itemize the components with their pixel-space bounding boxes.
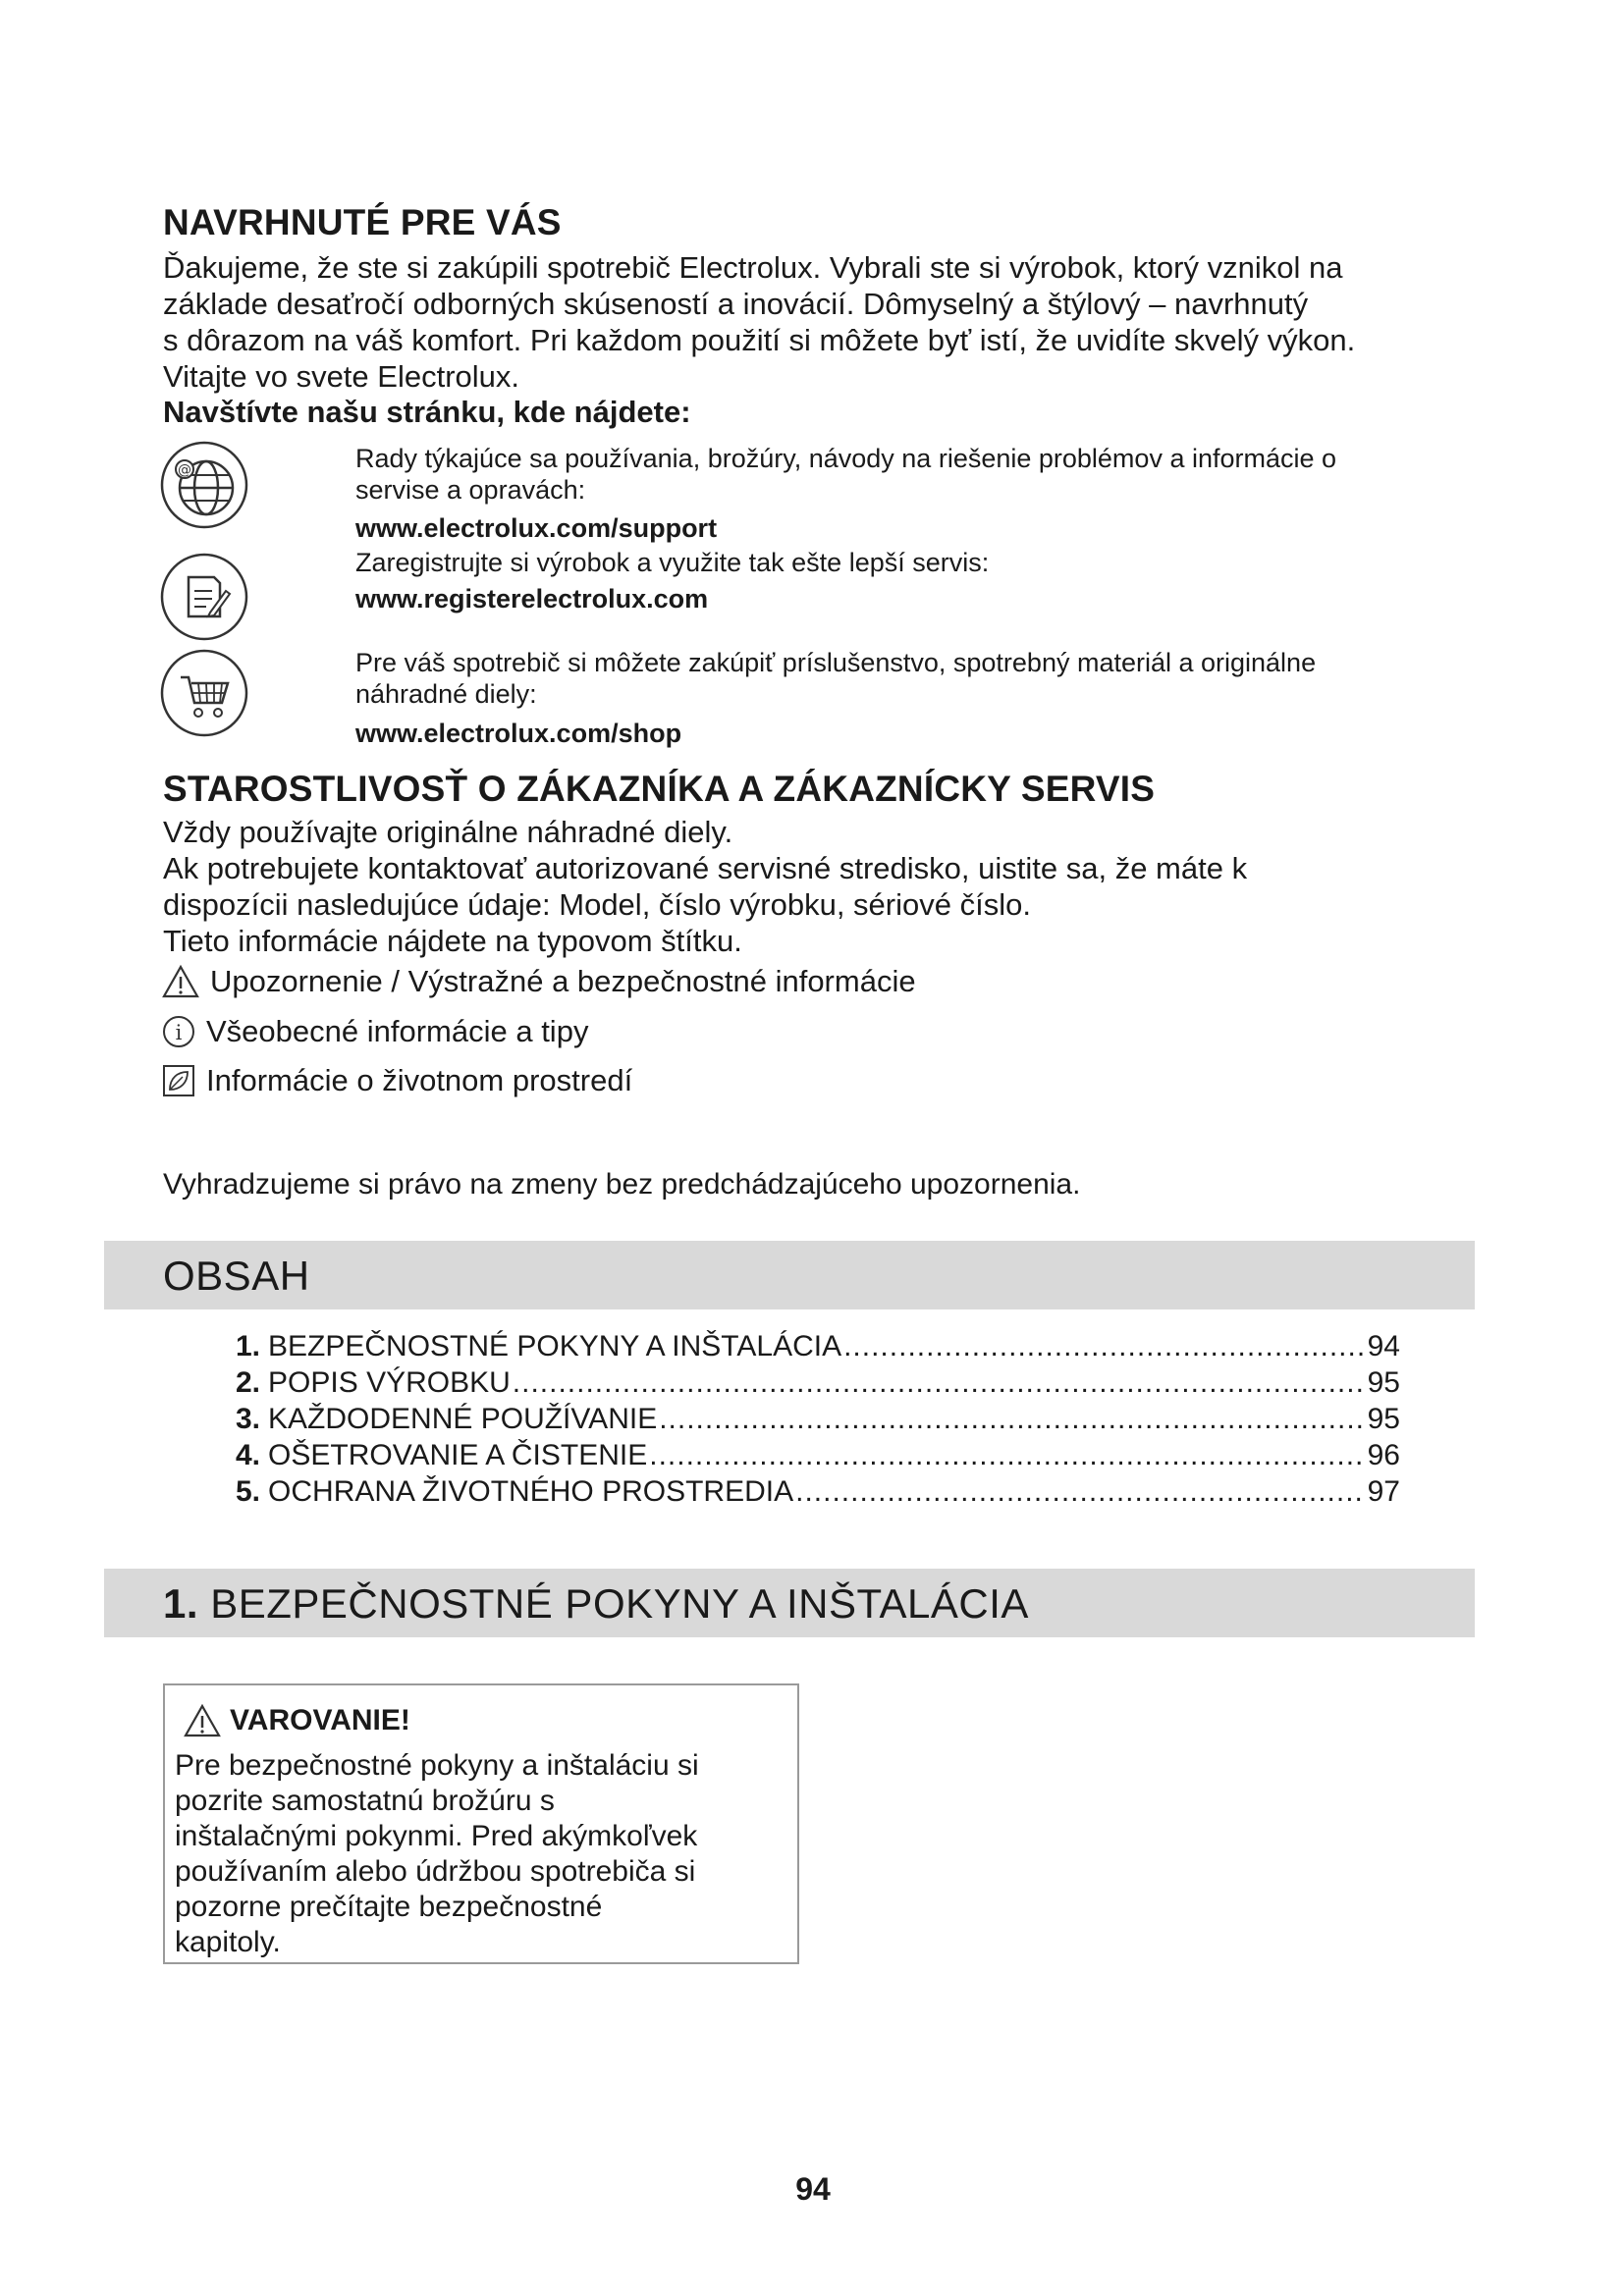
legend-environment [161, 1063, 632, 1098]
register-form-icon [159, 552, 249, 642]
toc-entry[interactable] [236, 1403, 1400, 1439]
warning-heading [183, 1703, 410, 1738]
toc-entry[interactable] [236, 1330, 1400, 1366]
intro-line: s dôrazom na váš komfort. Pri každom použití si môžete byť istí, že uvidíte skvelý výkon. [163, 323, 1356, 357]
toc-leader-dots [513, 1366, 1366, 1400]
warning-title: VAROVANIE! [230, 1704, 410, 1736]
page-number: 94 [795, 2171, 831, 2207]
toc-entry-page: 97 [1367, 1475, 1400, 1508]
toc-entry[interactable] [236, 1366, 1400, 1403]
intro-paragraph [163, 249, 1355, 395]
warning-triangle-icon [161, 964, 200, 999]
legend-label: Upozornenie / Výstražné a bezpečnostné informácie [210, 964, 916, 998]
environment-leaf-icon [161, 1063, 196, 1098]
toc-entry-label: BEZPEČNOSTNÉ POKYNY A INŠTALÁCIA [268, 1330, 842, 1362]
shopping-cart-icon [159, 648, 249, 738]
warning-line: pozrite samostatnú brožúru s [175, 1785, 555, 1817]
toc-entry-number: 2. [236, 1366, 261, 1399]
section-1-number: 1. [163, 1580, 199, 1627]
warning-box [163, 1683, 799, 1964]
svg-text:i: i [175, 1021, 183, 1044]
toc-entry-page: 95 [1367, 1403, 1400, 1435]
toc-leader-dots [659, 1403, 1365, 1436]
toc-entry-label: POPIS VÝROBKU [268, 1366, 511, 1399]
toc-entry-page: 95 [1367, 1366, 1400, 1399]
toc-leader-dots [843, 1330, 1366, 1363]
intro-line: základe desaťročí odborných skúseností a inovácií. Dômyselný a štýlový – navrhnutý [163, 287, 1309, 321]
register-link[interactable]: www.registerelectrolux.com [355, 584, 709, 614]
warning-triangle-icon [183, 1703, 222, 1738]
service-line: dispozícii nasledujúce údaje: Model, číslo výrobku, sériové číslo. [163, 887, 1031, 922]
toc-entry-number: 5. [236, 1475, 261, 1508]
intro-title: NAVRHNUTÉ PRE VÁS [163, 202, 562, 242]
service-line: Ak potrebujete kontaktovať autorizované servisné stredisko, uistite sa, že máte k [163, 851, 1248, 885]
info-icon [161, 1014, 196, 1049]
toc-header-band [104, 1241, 1475, 1309]
service-line: Vždy používajte originálne náhradné diely. [163, 815, 733, 849]
toc-entry-number: 3. [236, 1403, 261, 1435]
toc-entry-label: KAŽDODENNÉ POUŽÍVANIE [268, 1403, 658, 1435]
toc-entry-page: 96 [1367, 1439, 1400, 1471]
toc-title: OBSAH [163, 1253, 310, 1299]
visit-heading: Navštívte našu stránku, kde nájdete: [163, 395, 691, 429]
toc-leader-dots [649, 1439, 1365, 1472]
legend-info [161, 1014, 588, 1049]
link-1-description [355, 443, 1336, 506]
link-2-description [355, 547, 989, 578]
toc-entry-page: 94 [1367, 1330, 1400, 1362]
shop-link[interactable]: www.electrolux.com/shop [355, 719, 682, 748]
toc-entry-number: 4. [236, 1439, 261, 1471]
warning-line: Pre bezpečnostné pokyny a inštaláciu si [175, 1749, 699, 1782]
globe-at-icon [159, 440, 249, 530]
link-text-line: Rady týkajúce sa používania, brožúry, návody na riešenie problémov a informácie o [355, 444, 1337, 473]
warning-line: pozorne prečítajte bezpečnostné [175, 1891, 603, 1923]
link-text-line: servise a opravách: [355, 475, 586, 505]
warning-text [175, 1748, 784, 1960]
service-paragraph [163, 814, 1247, 959]
legend-label: Všeobecné informácie a tipy [206, 1014, 589, 1048]
section-1-title [163, 1580, 1029, 1628]
section-1-title-text: BEZPEČNOSTNÉ POKYNY A INŠTALÁCIA [210, 1580, 1029, 1627]
link-3-description [355, 647, 1316, 710]
warning-line: kapitoly. [175, 1926, 281, 1958]
toc-entry-number: 1. [236, 1330, 261, 1362]
link-text-line: Pre váš spotrebič si môžete zakúpiť príslušenstvo, spotrebný materiál a originálne [355, 648, 1317, 677]
support-link[interactable]: www.electrolux.com/support [355, 513, 718, 543]
link-text-line: náhradné diely: [355, 679, 537, 709]
service-title: STAROSTLIVOSŤ O ZÁKAZNÍKA A ZÁKAZNÍCKY SERVIS [163, 769, 1156, 809]
legend-label: Informácie o životnom prostredí [206, 1063, 633, 1097]
link-text-line: Zaregistrujte si výrobok a využite tak ešte lepší servis: [355, 548, 990, 577]
toc-entry[interactable] [236, 1439, 1400, 1475]
intro-line: Ďakujeme, že ste si zakúpili spotrebič Electrolux. Vybrali ste si výrobok, ktorý vznikol na [163, 250, 1343, 285]
section-1-header-band [104, 1569, 1475, 1637]
disclaimer: Vyhradzujeme si právo na zmeny bez predchádzajúceho upozornenia. [163, 1168, 1081, 1201]
toc-entry-label: OCHRANA ŽIVOTNÉHO PROSTREDIA [268, 1475, 794, 1508]
legend-warning [161, 964, 916, 999]
toc-entry[interactable] [236, 1475, 1400, 1512]
toc-entry-label: OŠETROVANIE A ČISTENIE [268, 1439, 648, 1471]
warning-line: používaním alebo údržbou spotrebiča si [175, 1855, 696, 1888]
toc-leader-dots [795, 1475, 1366, 1509]
warning-line: inštalačnými pokynmi. Pred akýmkoľvek [175, 1820, 698, 1852]
svg-text:@: @ [178, 462, 191, 478]
intro-line: Vitajte vo svete Electrolux. [163, 359, 519, 394]
service-line: Tieto informácie nájdete na typovom štítku. [163, 924, 742, 958]
